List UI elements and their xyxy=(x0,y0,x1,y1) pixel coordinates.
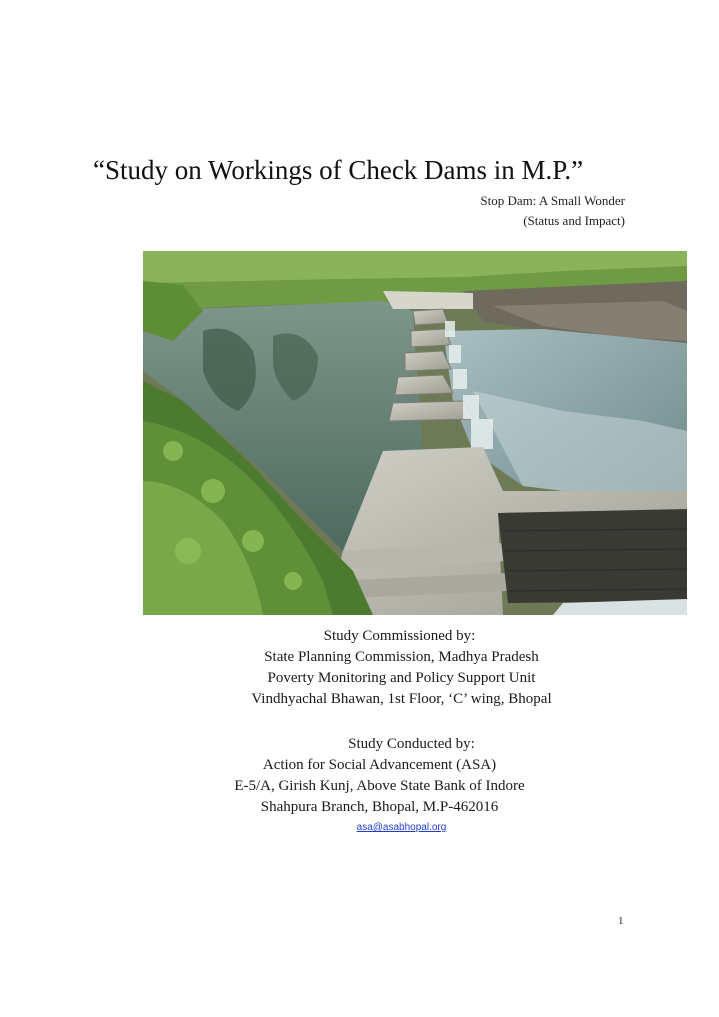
check-dam-photo xyxy=(143,251,687,615)
commissioner-unit: Poverty Monitoring and Policy Support Unit xyxy=(267,670,536,686)
commissioner-address: Vindhyachal Bhawan, 1st Floor, ‘C’ wing, Bhopal xyxy=(251,691,552,707)
page-title: “Study on Workings of Check Dams in M.P.” xyxy=(93,155,584,185)
conducted-by-block xyxy=(0,734,719,818)
conductor-address-1: E-5/A, Girish Kunj, Above State Bank of Indore xyxy=(234,778,525,794)
commissioned-heading: Study Commissioned by: xyxy=(323,628,476,644)
page-number: 1 xyxy=(618,915,624,927)
conducted-heading: Study Conducted by: xyxy=(348,736,475,752)
commissioned-by-block xyxy=(0,626,719,710)
commissioner-name: State Planning Commission, Madhya Pradesh xyxy=(264,649,539,665)
conductor-address-2: Shahpura Branch, Bhopal, M.P-462016 xyxy=(260,799,499,815)
email-link[interactable]: asa@asabhopal.org xyxy=(356,822,447,833)
conductor-name: Action for Social Advancement (ASA) xyxy=(262,757,497,773)
subtitle-status: (Status and Impact) xyxy=(523,213,625,228)
subtitle: Stop Dam: A Small Wonder xyxy=(480,193,625,208)
